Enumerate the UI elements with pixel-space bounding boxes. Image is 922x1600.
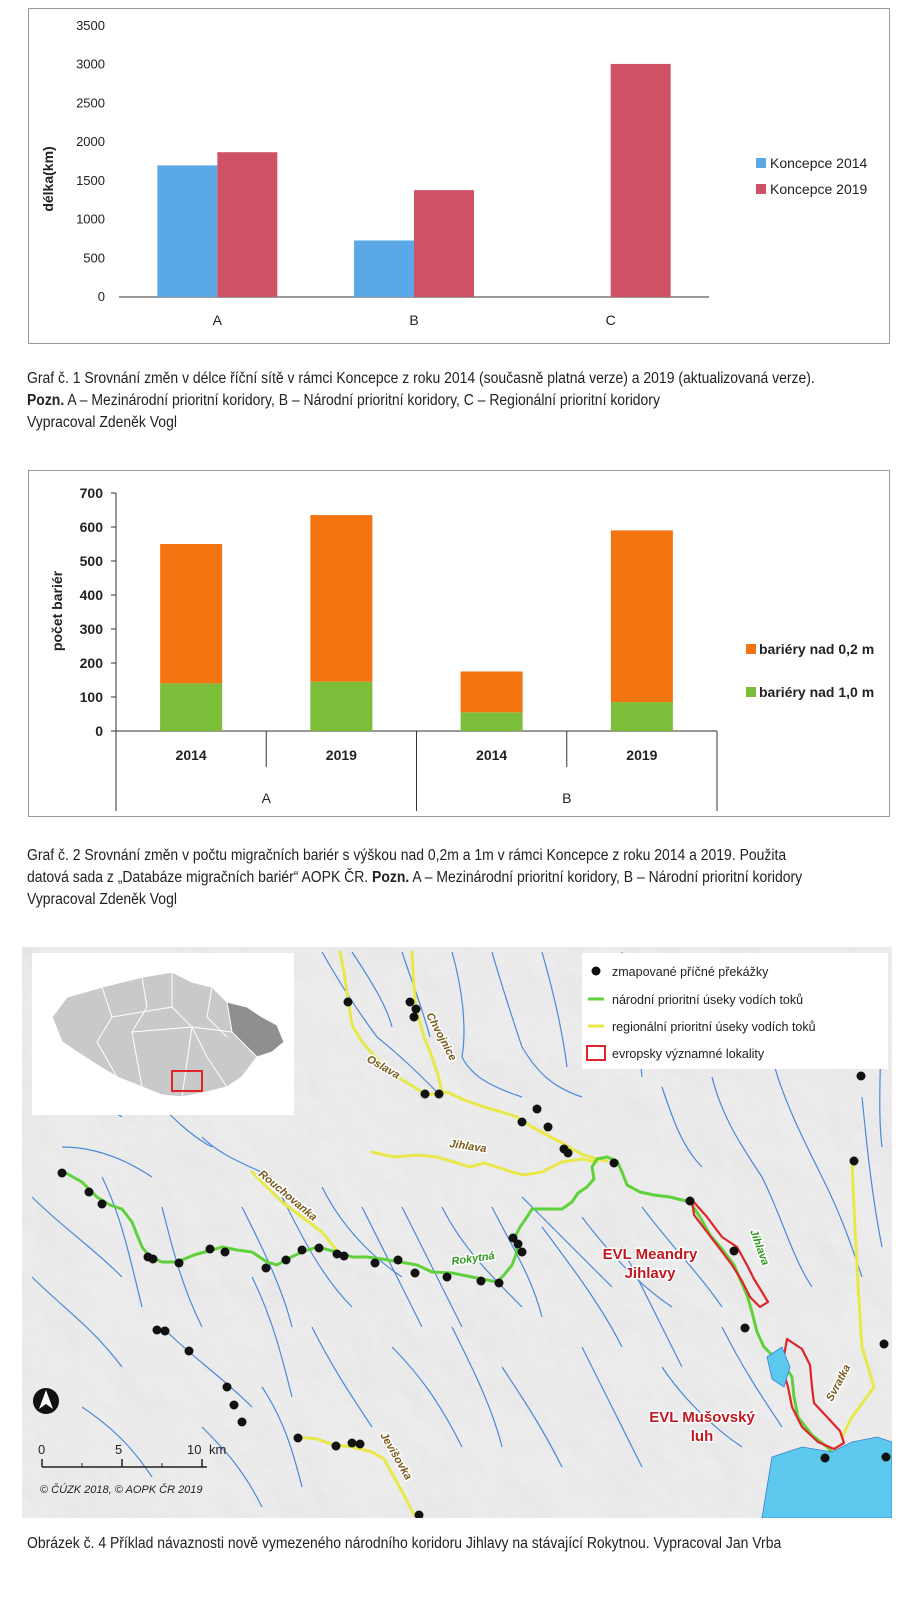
chart2-panel (28, 470, 890, 817)
chart2-ytick-label: 300 (79, 621, 103, 637)
label-jihlava: Jihlava (448, 1138, 488, 1156)
chart2-xtick-label: 2019 (325, 747, 357, 763)
evl2-label-line2: luh (690, 1428, 714, 1445)
legend-label-10m: bariéry nad 1,0 m (759, 684, 875, 700)
chart1-xtick-label: C (605, 312, 616, 328)
legend-label-2014: Koncepce 2014 (770, 155, 868, 171)
evl1-label-line2: Jihlavy (624, 1265, 676, 1282)
map (22, 947, 892, 1518)
chart2-bar-2-10m (461, 712, 523, 731)
chart2-group-label: A (261, 790, 271, 806)
label-chvojnice: Chvojnice (423, 1010, 459, 1063)
chart2-bar-3-10m (611, 702, 673, 731)
legend-label-02m: bariéry nad 0,2 m (759, 641, 875, 657)
label-jevisovka: Jevišovka (377, 1430, 415, 1483)
chart1-bar-B-2014 (354, 240, 414, 297)
chart2-ytick-label: 200 (79, 655, 103, 671)
chart1-ytick-label: 3000 (76, 56, 105, 72)
evl1-label-line1: EVL Meandry (602, 1246, 698, 1263)
legend-swatch-10m (746, 687, 756, 697)
chart2-ytick-label: 500 (79, 553, 103, 569)
map-legend (582, 953, 888, 1069)
chart2-xtick-label: 2014 (175, 747, 207, 763)
scale-unit: km (209, 1442, 227, 1457)
chart1-caption-line1: Graf č. 1 Srovnání změn v délce říční sítě v rámci Koncepce z roku 2014 (současně platná verze) a 2019 (aktualizovaná verze). (27, 370, 815, 387)
chart1-ticks (76, 18, 616, 328)
chart1-bar-A-2019 (217, 152, 277, 297)
legend-swatch-02m (746, 644, 756, 654)
map-caption-text: Obrázek č. 4 Příklad návaznosti nově vymezeného národního koridoru Jihlavy na stávající Rokytnou. Vypracoval Jan Vrba (27, 1535, 782, 1552)
chart1-bars (157, 64, 670, 297)
label-jihlava-vertical: Jihlava (747, 1227, 772, 1268)
chart2-bars (160, 515, 673, 731)
chart2 (29, 471, 889, 816)
chart2-bar-1-02m (310, 515, 372, 682)
chart2-caption-author: Vypracoval Zdeněk Vogl (27, 891, 177, 908)
chart2-caption-source: datová sada z „Databáze migračních bariér“ AOPK ČR. (27, 869, 373, 886)
legend-swatch-2014 (756, 158, 766, 168)
label-svratka: Svratka (824, 1362, 854, 1404)
chart2-caption (27, 845, 802, 911)
scale-tick-10: 10 (187, 1442, 202, 1457)
chart2-xtick-label: 2019 (626, 747, 658, 763)
chart1-bar-A-2014 (157, 165, 217, 297)
chart1-ytick-label: 1500 (76, 172, 105, 188)
chart2-caption-line1: Graf č. 2 Srovnání změn v počtu migračních bariér s výškou nad 0,2m a 1m v rámci Koncepce z roku 2014 a 2019. Použita (27, 847, 787, 864)
chart2-bar-1-10m (310, 682, 372, 731)
chart1-caption-note: Pozn. (27, 392, 65, 409)
chart2-ytick-label: 700 (79, 485, 103, 501)
chart2-bar-3-02m (611, 530, 673, 702)
chart2-ytick-label: 0 (95, 723, 103, 739)
chart2-ytick-label: 600 (79, 519, 103, 535)
legend-label-evl: evropsky významné lokality (612, 1047, 765, 1061)
map-copyright: © ČÚZK 2018, © AOPK ČR 2019 (40, 1484, 203, 1496)
chart1-xtick-label: A (212, 312, 223, 328)
scale-tick-5: 5 (115, 1442, 123, 1457)
chart1-legend (756, 155, 868, 197)
legend-label-2019: Koncepce 2019 (770, 181, 868, 197)
chart1-ylabel: délka(km) (40, 146, 56, 212)
chart1-caption-author: Vypracoval Zdeněk Vogl (27, 414, 177, 431)
chart1-caption-legend: A – Mezinárodní prioritní koridory, B – Národní prioritní koridory, C – Regionální prioritní koridory (64, 392, 660, 409)
chart1-ytick-label: 2000 (76, 134, 105, 150)
chart1-ytick-label: 3500 (76, 18, 105, 33)
map-caption (27, 1533, 781, 1555)
chart2-bar-0-10m (160, 683, 222, 731)
chart1-panel (28, 8, 890, 344)
chart2-caption-legend: A – Mezinárodní prioritní koridory, B – Národní prioritní koridory (409, 869, 803, 886)
scale-tick-0: 0 (38, 1442, 46, 1457)
chart1-ytick-label: 0 (97, 289, 105, 304)
legend-label-national: národní prioritní úseky vodích toků (612, 993, 804, 1007)
map-figure (22, 947, 892, 1518)
chart2-ylabel: počet bariér (49, 570, 65, 652)
chart1-caption-line2 (27, 390, 815, 412)
chart1-ytick-label: 500 (83, 250, 105, 266)
chart2-bar-0-02m (160, 544, 222, 683)
inset-map (32, 953, 294, 1115)
chart2-caption-line2 (27, 867, 802, 889)
chart1-xtick-label: B (409, 312, 419, 328)
legend-label-barrier: zmapované příčné překážky (612, 965, 769, 979)
label-rouchovanka: Rouchovanka (256, 1168, 320, 1224)
chart1-bar-B-2019 (414, 190, 474, 297)
chart2-caption-note: Pozn. (372, 869, 410, 886)
chart2-ytick-label: 100 (79, 689, 103, 705)
legend-swatch-2019 (756, 184, 766, 194)
legend-label-regional: regionální prioritní úseky vodích toků (612, 1020, 816, 1034)
chart1-ytick-label: 1000 (76, 211, 105, 227)
chart2-group-label: B (562, 790, 572, 806)
chart2-legend (746, 641, 874, 700)
chart1-caption (27, 368, 815, 434)
label-oslava: Oslava (364, 1053, 402, 1082)
chart2-xtick-label: 2014 (476, 747, 508, 763)
chart1-ytick-label: 2500 (76, 95, 105, 111)
chart2-bar-2-02m (461, 672, 523, 713)
legend-symbol-barrier (592, 967, 601, 976)
chart1 (29, 9, 889, 343)
label-rokytna: Rokytná (450, 1250, 496, 1268)
chart1-bar-C-2019 (611, 64, 671, 297)
chart2-ytick-label: 400 (79, 587, 103, 603)
north-arrow-icon (33, 1388, 59, 1414)
evl2-label-line1: EVL Mušovský (649, 1409, 755, 1426)
